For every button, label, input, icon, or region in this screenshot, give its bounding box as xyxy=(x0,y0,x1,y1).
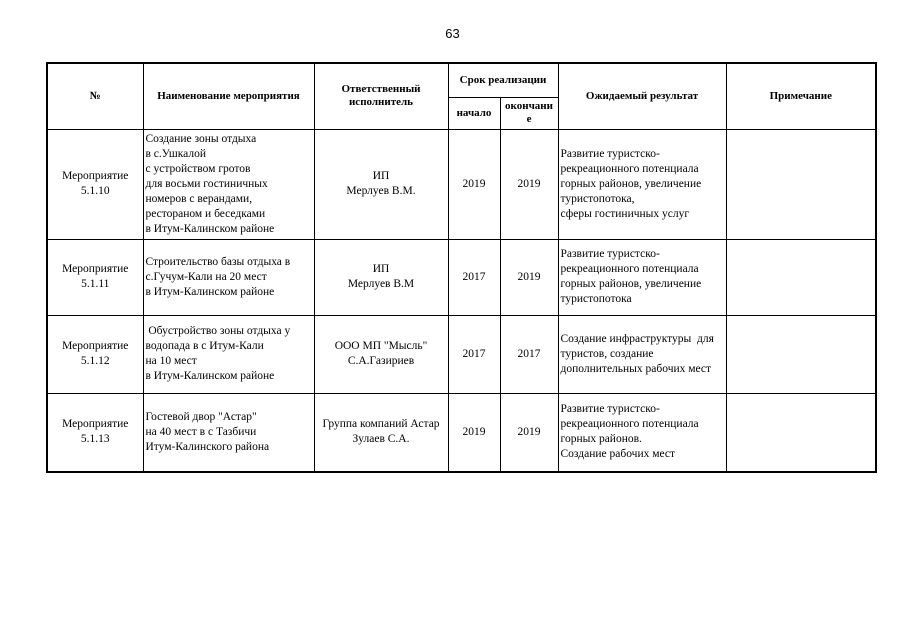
header-num: № xyxy=(47,63,143,129)
executor-line: Мерлуев В.М xyxy=(347,278,415,290)
row-executor xyxy=(314,315,448,393)
name-line: с.Гучум-Кали на 20 мест xyxy=(145,270,267,283)
page-number: 63 xyxy=(445,26,460,41)
header-executor: Ответственный исполнитель xyxy=(314,63,448,129)
name-line: в Итум-Калинском районе xyxy=(145,222,275,235)
result-line: дополнительных рабочих мест xyxy=(560,362,712,375)
name-line: в с.Ушкалой xyxy=(145,147,207,160)
header-note: Примечание xyxy=(726,63,876,129)
name-line: Создание зоны отдыха xyxy=(145,132,257,145)
result-line: Создание рабочих мест xyxy=(560,448,676,461)
header-name: Наименование мероприятия xyxy=(143,63,314,129)
row-num-label: Мероприятие xyxy=(62,418,129,431)
row-num xyxy=(47,315,143,393)
row-start: 2017 xyxy=(448,315,500,393)
row-name xyxy=(143,239,314,315)
row-num-code: 5.1.11 xyxy=(81,278,110,290)
row-start: 2019 xyxy=(448,393,500,472)
result-line: туристопотока, xyxy=(560,192,635,205)
row-num-label: Мероприятие xyxy=(62,263,129,275)
row-note xyxy=(726,239,876,315)
row-note xyxy=(726,315,876,393)
name-line: в Итум-Калинском районе xyxy=(145,285,275,298)
row-num xyxy=(47,393,143,472)
row-num xyxy=(47,239,143,315)
name-line: в Итум-Калинском районе xyxy=(145,370,275,382)
row-num-label: Мероприятие xyxy=(62,170,129,182)
executor-line: ИП xyxy=(372,263,390,275)
row-executor xyxy=(314,129,448,239)
header-end-line2: е xyxy=(526,113,532,125)
table-row xyxy=(47,393,876,472)
row-end: 2019 xyxy=(500,239,558,315)
result-line: Развитие туристско- xyxy=(560,248,660,260)
executor-line: Мерлуев В.М. xyxy=(346,185,416,197)
result-line: сферы гостиничных услуг xyxy=(560,207,690,220)
row-num xyxy=(47,129,143,239)
row-result xyxy=(558,393,726,472)
name-line: для восьми гостиничных xyxy=(145,177,268,190)
result-line: горных районов, увеличение xyxy=(560,278,702,290)
row-num-label: Мероприятие xyxy=(62,340,129,352)
row-note xyxy=(726,393,876,472)
result-line: рекреационного потенциала xyxy=(560,162,699,175)
row-name xyxy=(143,129,314,239)
result-line: Развитие туристско- xyxy=(560,403,660,416)
row-name xyxy=(143,315,314,393)
header-start: начало xyxy=(448,97,500,129)
name-line: водопада в с Итум-Кали xyxy=(145,340,264,352)
row-end: 2019 xyxy=(500,393,558,472)
name-line: на 40 мест в с Тазбичи xyxy=(145,425,257,438)
row-note xyxy=(726,129,876,239)
result-line: Создание инфраструктуры для xyxy=(560,332,714,345)
row-executor xyxy=(314,393,448,472)
executor-line: Зулаев С.А. xyxy=(352,433,410,446)
result-line: рекреационного потенциала xyxy=(560,263,699,275)
table-header-row xyxy=(47,63,876,97)
name-line: на 10 мест xyxy=(145,355,197,367)
name-line: Обустройство зоны отдыха у xyxy=(145,325,291,337)
row-result xyxy=(558,315,726,393)
header-end xyxy=(500,97,558,129)
result-line: рекреационного потенциала xyxy=(560,418,699,431)
executor-line: Группа компаний Астар xyxy=(322,418,440,431)
row-end: 2019 xyxy=(500,129,558,239)
table-row xyxy=(47,129,876,239)
executor-line: ООО МП "Мысль" xyxy=(334,340,428,352)
activities-table xyxy=(46,62,877,473)
name-line: с устройством гротов xyxy=(145,162,251,175)
row-name xyxy=(143,393,314,472)
result-line: туристов, создание xyxy=(560,347,654,360)
name-line: Гостевой двор "Астар" xyxy=(145,410,257,423)
executor-line: С.А.Газириев xyxy=(347,355,415,367)
result-line: горных районов. xyxy=(560,433,642,446)
result-line: туристопотока xyxy=(560,293,632,305)
result-line: горных районов, увеличение xyxy=(560,177,702,190)
table-row xyxy=(47,315,876,393)
name-line: номеров с верандами, xyxy=(145,192,253,205)
row-end: 2017 xyxy=(500,315,558,393)
name-line: Строительство базы отдыха в xyxy=(145,255,291,268)
row-num-code: 5.1.13 xyxy=(80,433,110,446)
table-row xyxy=(47,239,876,315)
row-executor xyxy=(314,239,448,315)
row-num-code: 5.1.12 xyxy=(80,355,110,367)
name-line: рестораном и беседками xyxy=(145,207,266,220)
row-result xyxy=(558,239,726,315)
executor-line: ИП xyxy=(372,170,390,182)
result-line: Развитие туристско- xyxy=(560,147,660,160)
row-num-code: 5.1.10 xyxy=(80,185,110,197)
header-period: Срок реализации xyxy=(448,63,558,97)
row-start: 2017 xyxy=(448,239,500,315)
name-line: Итум-Калинского района xyxy=(145,440,270,453)
row-result xyxy=(558,129,726,239)
row-start: 2019 xyxy=(448,129,500,239)
header-end-line1: окончани xyxy=(505,100,553,112)
header-result: Ожидаемый результат xyxy=(558,63,726,129)
